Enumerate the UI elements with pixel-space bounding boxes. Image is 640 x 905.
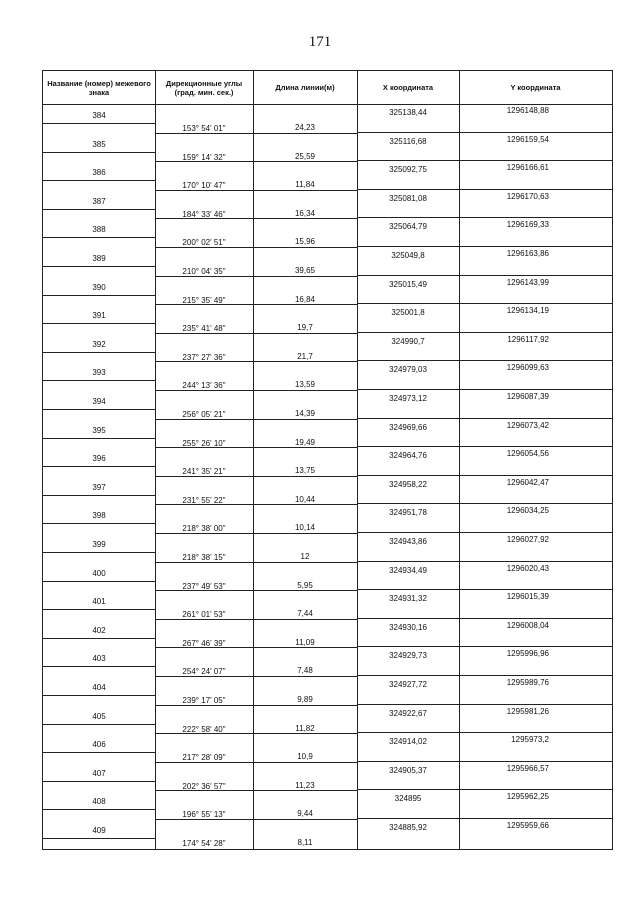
segment-angle: 200° 02' 51"	[182, 238, 226, 248]
point-name: 402	[92, 625, 106, 635]
point-x-coordinate: 324990,7	[391, 336, 425, 346]
segment-length: 11,23	[295, 780, 315, 790]
segment-length: 9,44	[297, 809, 313, 819]
name-row-divider	[43, 666, 155, 667]
point-name: 408	[92, 797, 106, 807]
point-name: 407	[92, 768, 106, 778]
segment-angle: 237° 49' 53"	[182, 581, 226, 591]
point-name: 392	[92, 339, 106, 349]
segment-length: 10,14	[294, 523, 316, 533]
point-x-coordinate: 324931,32	[389, 594, 427, 604]
point-name: 409	[92, 826, 106, 835]
name-row-divider	[43, 180, 155, 181]
point-name: 391	[92, 311, 106, 321]
segment-length: 19,49	[294, 437, 316, 447]
header-x: X координата	[382, 83, 434, 92]
point-y-coordinate: 1295981,26	[506, 706, 549, 716]
point-y-coordinate: 1296034,25	[506, 506, 549, 516]
name-row-divider	[43, 523, 155, 524]
name-row-divider	[43, 266, 155, 267]
point-x-coordinate: 324905,37	[389, 765, 427, 775]
point-name: 389	[92, 254, 106, 263]
segment-length: 7,44	[297, 609, 313, 619]
segment-angle: 256° 05' 21"	[182, 410, 226, 419]
coordinate-row-divider	[357, 675, 612, 676]
name-row-divider	[43, 638, 155, 639]
point-name: 395	[92, 425, 106, 435]
point-name: 386	[92, 168, 106, 178]
point-x-coordinate: 324885,92	[389, 823, 427, 832]
point-y-coordinate: 1296042,47	[506, 477, 549, 487]
point-x-coordinate: 325138,44	[389, 108, 427, 117]
segment-angle: 261° 01' 53"	[182, 610, 226, 620]
name-row-divider	[43, 695, 155, 696]
segment-length: 11,82	[295, 723, 315, 733]
point-name: 401	[92, 597, 106, 607]
point-name: 394	[92, 397, 106, 406]
segment-angle: 196° 55' 13"	[182, 810, 226, 820]
point-x-coordinate: 324895	[394, 794, 422, 804]
segment-length: 10,9	[297, 752, 313, 762]
segment-length: 25,59	[294, 151, 316, 161]
segment-angle: 241° 35' 21"	[182, 467, 226, 477]
segment-angle: 267° 46' 39"	[182, 638, 226, 648]
segment-angle: 210° 04' 35"	[182, 267, 226, 276]
point-x-coordinate: 324973,12	[389, 394, 427, 403]
segment-angle: 218° 38' 00"	[182, 524, 226, 534]
name-row-divider	[43, 123, 155, 124]
point-name: 396	[92, 454, 106, 464]
segment-length: 10,44	[294, 494, 316, 504]
point-y-coordinate: 1296073,42	[506, 420, 549, 430]
point-name: 399	[92, 540, 106, 549]
coordinate-row-divider	[357, 475, 612, 476]
segment-angle: 255° 26' 10"	[182, 438, 226, 448]
name-row-divider	[43, 552, 155, 553]
point-x-coordinate: 325049,8	[391, 251, 425, 260]
point-x-coordinate: 324943,86	[389, 537, 427, 546]
name-row-divider	[43, 838, 155, 839]
segment-angle: 222° 58' 40"	[182, 724, 226, 734]
segment-angle: 153° 54' 01"	[182, 124, 226, 133]
point-y-coordinate: 1295962,25	[506, 792, 549, 802]
coordinate-row-divider	[357, 303, 612, 304]
segment-length: 39,65	[294, 266, 316, 275]
coordinate-row-divider	[357, 132, 612, 133]
segment-length: 24,23	[294, 123, 316, 132]
coordinate-row-divider	[357, 418, 612, 419]
boundary-coordinates-table	[42, 70, 613, 850]
point-name: 400	[92, 568, 106, 578]
point-y-coordinate: 1296134,19	[506, 306, 549, 316]
point-name: 385	[92, 139, 106, 149]
point-name: 388	[92, 225, 106, 235]
point-y-coordinate: 1296020,43	[506, 563, 549, 573]
coordinate-row-divider	[357, 189, 612, 190]
point-x-coordinate: 324958,22	[389, 479, 427, 489]
page-number: 171	[308, 34, 332, 50]
name-row-divider	[43, 352, 155, 353]
point-name: 387	[92, 196, 106, 206]
header-y: Y координата	[510, 83, 561, 92]
coordinate-row-divider	[357, 789, 612, 790]
point-x-coordinate: 324951,78	[389, 508, 427, 518]
point-x-coordinate: 324979,03	[389, 365, 427, 375]
point-y-coordinate: 1296027,92	[506, 535, 549, 544]
point-x-coordinate: 325092,75	[389, 165, 427, 175]
point-x-coordinate: 324927,72	[389, 680, 427, 689]
segment-angle: 218° 38' 15"	[182, 553, 226, 562]
name-row-divider	[43, 581, 155, 582]
name-row-divider	[43, 438, 155, 439]
name-row-divider	[43, 237, 155, 238]
point-x-coordinate: 324969,66	[389, 422, 427, 432]
segment-angle: 254° 24' 07"	[182, 667, 226, 677]
point-x-coordinate: 324964,76	[389, 451, 427, 461]
point-name: 403	[92, 654, 106, 664]
point-y-coordinate: 1295959,66	[506, 821, 549, 830]
coordinate-row-divider	[357, 217, 612, 218]
segment-length: 7,48	[297, 666, 313, 676]
coordinate-row-divider	[357, 761, 612, 762]
point-x-coordinate: 324930,16	[389, 622, 427, 632]
point-x-coordinate: 324922,67	[389, 708, 427, 718]
segment-length: 8,11	[297, 838, 313, 847]
segment-length: 13,59	[294, 380, 316, 390]
segment-angle: 159° 14' 32"	[182, 152, 226, 162]
point-y-coordinate: 1296117,92	[507, 334, 549, 344]
coordinate-row-divider	[357, 646, 612, 647]
segment-angle: 184° 33' 46"	[182, 209, 226, 219]
segment-length: 21,7	[297, 351, 313, 361]
segment-angle: 244° 13' 36"	[182, 381, 226, 391]
point-y-coordinate: 1296159,54	[506, 134, 549, 144]
segment-angle: 237° 27' 36"	[182, 352, 226, 362]
point-y-coordinate: 1296166,61	[506, 163, 549, 173]
point-y-coordinate: 1296087,39	[506, 392, 549, 401]
segment-length: 19,7	[297, 323, 313, 333]
segment-angle: 231° 55' 22"	[182, 495, 226, 505]
point-y-coordinate: 1295973,2	[511, 735, 549, 745]
segment-length: 11,09	[295, 637, 315, 647]
name-row-divider	[43, 323, 155, 324]
point-y-coordinate: 1296148,88	[506, 106, 549, 115]
segment-angle: 202° 36' 57"	[182, 781, 226, 791]
point-y-coordinate: 1296054,56	[506, 449, 549, 459]
coordinate-row-divider	[357, 561, 612, 562]
coordinate-row-divider	[357, 818, 612, 819]
point-name: 384	[92, 111, 106, 120]
point-name: 390	[92, 282, 106, 292]
segment-length: 9,89	[297, 695, 313, 704]
name-row-divider	[43, 209, 155, 210]
point-y-coordinate: 1296169,33	[506, 220, 549, 230]
segment-length: 16,34	[294, 208, 316, 218]
point-name: 406	[92, 740, 106, 750]
point-x-coordinate: 324934,49	[389, 565, 427, 575]
point-y-coordinate: 1296099,63	[506, 363, 549, 373]
coordinate-row-divider	[357, 503, 612, 504]
header-divider	[43, 104, 612, 105]
header-length: Длина линии(м)	[275, 83, 335, 92]
segment-length: 11,84	[295, 180, 315, 190]
coordinate-row-divider	[357, 360, 612, 361]
point-x-coordinate: 325064,79	[389, 222, 427, 232]
point-y-coordinate: 1295996,96	[506, 649, 549, 659]
point-x-coordinate: 324914,02	[389, 737, 427, 747]
name-row-divider	[43, 724, 155, 725]
point-name: 404	[92, 683, 106, 692]
name-row-divider	[43, 609, 155, 610]
point-name: 397	[92, 482, 106, 492]
segment-length: 16,84	[294, 294, 316, 304]
segment-length: 14,39	[294, 409, 316, 418]
header-angle: Дирекционные углы (град. мин. сек.)	[165, 78, 243, 97]
point-name: 398	[92, 511, 106, 521]
coordinate-row-divider	[357, 589, 612, 590]
segment-length: 5,95	[297, 580, 313, 590]
name-row-divider	[43, 295, 155, 296]
coordinate-row-divider	[357, 275, 612, 276]
point-x-coordinate: 325001,8	[391, 308, 425, 318]
name-row-divider	[43, 152, 155, 153]
name-row-divider	[43, 380, 155, 381]
point-y-coordinate: 1296143,99	[506, 277, 549, 287]
point-y-coordinate: 1296015,39	[506, 592, 549, 602]
segment-angle: 174° 54' 28"	[182, 839, 226, 848]
point-name: 393	[92, 368, 106, 378]
segment-length: 13,75	[294, 466, 316, 476]
segment-length: 12	[300, 552, 310, 561]
point-y-coordinate: 1296170,63	[506, 191, 549, 201]
coordinate-row-divider	[357, 446, 612, 447]
point-x-coordinate: 325015,49	[389, 279, 427, 289]
point-y-coordinate: 1295966,57	[506, 763, 549, 773]
name-row-divider	[43, 495, 155, 496]
coordinate-row-divider	[357, 246, 612, 247]
coordinate-row-divider	[357, 532, 612, 533]
point-y-coordinate: 1296008,04	[506, 620, 549, 630]
segment-length: 15,96	[294, 237, 316, 247]
name-row-divider	[43, 809, 155, 810]
point-y-coordinate: 1296163,86	[506, 249, 549, 258]
point-name: 405	[92, 711, 106, 721]
segment-angle: 217° 28' 09"	[182, 753, 226, 763]
segment-angle: 235° 41' 48"	[182, 324, 226, 334]
name-row-divider	[43, 781, 155, 782]
coordinate-row-divider	[357, 332, 612, 333]
header-name: Название (номер) межевого знака	[47, 78, 151, 97]
coordinate-row-divider	[357, 704, 612, 705]
name-row-divider	[43, 409, 155, 410]
point-x-coordinate: 324929,73	[389, 651, 427, 661]
coordinate-row-divider	[357, 732, 612, 733]
coordinate-row-divider	[357, 389, 612, 390]
point-x-coordinate: 325116,68	[389, 136, 427, 146]
coordinate-row-divider	[357, 160, 612, 161]
segment-angle: 170° 10' 47"	[182, 181, 226, 191]
segment-angle: 239° 17' 05"	[182, 696, 226, 705]
coordinate-row-divider	[357, 618, 612, 619]
segment-angle: 215° 35' 49"	[182, 295, 226, 305]
name-row-divider	[43, 752, 155, 753]
name-row-divider	[43, 466, 155, 467]
point-x-coordinate: 325081,08	[389, 193, 427, 203]
point-y-coordinate: 1295989,76	[506, 678, 549, 687]
